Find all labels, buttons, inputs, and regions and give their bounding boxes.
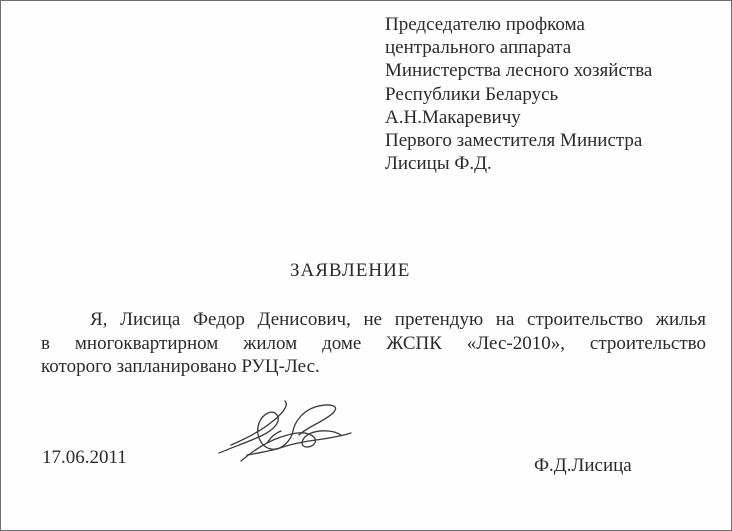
addressee-line: центрального аппарата [385,37,572,59]
signatory-name: Ф.Д.Лисица [534,455,632,476]
document-title: ЗАЯВЛЕНИЕ [290,260,411,281]
addressee-line: Первого заместителя Министра [385,130,643,152]
addressee-block [385,13,652,175]
handwritten-signature [211,391,361,476]
addressee-line: А.Н.Макаревичу [385,106,521,128]
addressee-line: Министерства лесного хозяйства [385,60,653,82]
statement-line: Я, Лисица Федор Денисович, не претендую на строительство жилья [90,309,706,330]
addressee-line: Республики Беларусь [385,83,559,105]
addressee-line: Лисицы Ф.Д. [385,153,492,175]
statement-body [41,308,706,379]
statement-line: в многоквартирном жилом доме ЖСПК «Лес-2010», строительство [41,332,706,354]
statement-line: которого запланировано РУЦ-Лес. [41,356,320,377]
document-date: 17.06.2011 [42,447,127,468]
addressee-line: Председателю профкома [385,14,585,35]
